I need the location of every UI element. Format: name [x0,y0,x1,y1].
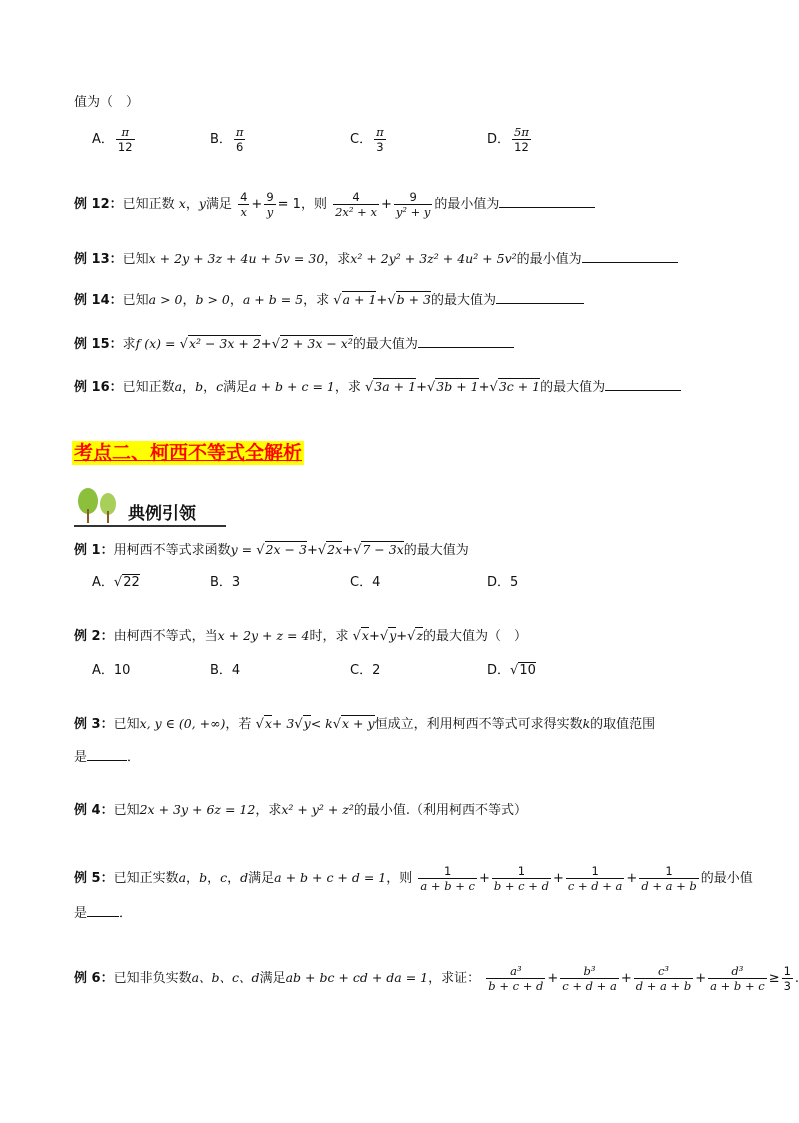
tree-icon [74,487,126,525]
section-title: 考点二、柯西不等式全解析 [74,442,303,464]
answer-blank[interactable] [605,376,681,391]
example-15: 例 15：求f (x) = √x² − 3x + 2+√2 + 3x − x²的最大值为 [74,333,514,355]
option-c: C．4 [350,575,381,590]
question-continuation: 值为（ ） [74,95,140,110]
option-d: D．5 [487,575,519,590]
option-b: B． $\frac{\pi}{6}$ [210,125,244,154]
example-4: 例 4：已知2x + 3y + 6z = 12，求x² + y² + z²的最小值.（利用柯西不等式） [74,802,528,818]
option-a: A．10 [92,663,131,678]
option-c: C．2 [350,663,381,678]
option-d: D． $\frac{5\pi}{12}$ [487,125,529,154]
option-d: D．√10 [487,663,536,678]
answer-blank[interactable] [499,193,595,208]
answer-blank[interactable] [582,248,678,263]
example-2: 例 2：由柯西不等式，当x + 2y + z = 4时，求 √x+√y+√z的最大值为（ ） [74,628,528,644]
example-3: 例 3：已知x, y ∈ (0, +∞)，若 √x+ 3√y< k√x + y恒成立，利用柯西不等式可求得实数k的取值范围 [74,716,656,732]
banner-label: 典例引领 [128,504,196,524]
answer-blank[interactable] [418,333,514,348]
example-5-cont: 是 ． [74,902,132,924]
banner-typical-examples [74,487,226,527]
option-b: B．3 [210,575,241,590]
option-a: A． $\frac{\pi}{12}$ [92,125,133,154]
example-6: 例 6：已知非负实数a、b、c、d满足ab + bc + cd + da = 1，求证： $\frac{\text{a³}}{b + c + d}$ + $\frac{\text{b³}}{c + d + a}$ + $\frac{\text{c³}}{d + a + b}$ + $\frac{\text{d³}}{a + b + c}$ ≥ $\frac{1}{3}$ . [74,964,799,993]
example-5: 例 5：已知正实数a，b，c，d满足a + b + c + d = 1，则 $\frac{1}{a + b + c}$ + $\frac{1}{b + c + d}$ + $\frac{1}{c + d + a}$ + $\frac{1}{d + a + b}$ 的最小值 [74,864,753,893]
example-12: 例 12：已知正数 x，y满足 $\frac{4}{x}$ + $\frac{9}{y}$ = 1，则 $\frac{4}{\text{2x² + x}}$ + $\frac{9}{\text{y² + y}}$ 的最小值为 [74,190,595,219]
banner-underline [74,525,226,527]
option-a: A．√22 [92,575,140,590]
example-13: 例 13：已知x + 2y + 3z + 4u + 5v = 30，求x² + 2y² + 3z² + 4u² + 5v²的最小值为 [74,248,678,270]
answer-blank[interactable] [87,902,119,917]
example-14: 例 14：已知a > 0，b > 0，a + b = 5，求 √a + 1+√b + 3的最大值为 [74,289,584,311]
option-b: B．4 [210,663,241,678]
example-1: 例 1：用柯西不等式求函数y = √2x − 3+√2x+√7 − 3x的最大值为 [74,542,469,558]
option-c: C． $\frac{\pi}{3}$ [350,125,384,154]
example-3-cont: 是 ． [74,746,140,768]
answer-blank[interactable] [496,289,584,304]
answer-blank[interactable] [87,746,127,761]
example-16: 例 16：已知正数a，b，c满足a + b + c = 1，求 √3a + 1+√3b + 1+√3c + 1的最大值为 [74,376,681,398]
